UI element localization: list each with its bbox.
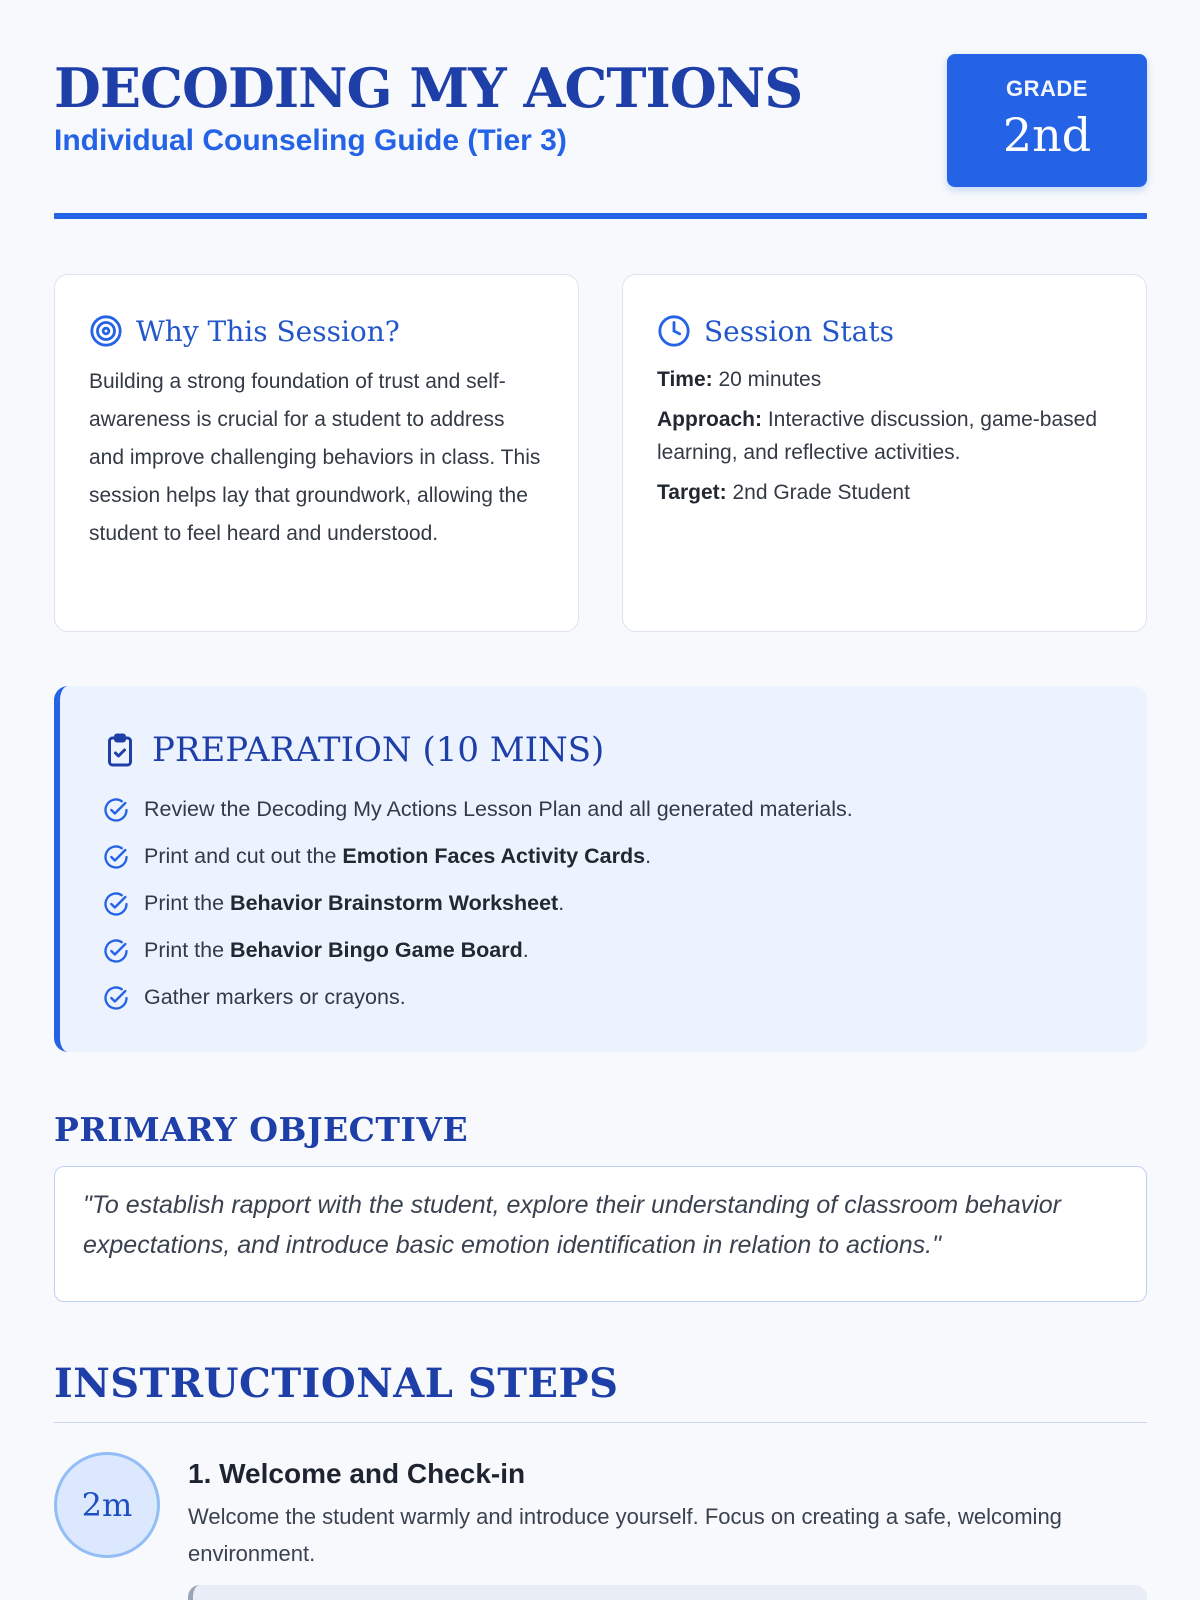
info-cards [54,274,1147,632]
prep-item-text: Review the Decoding My Actions Lesson Plan and all generated materials. [144,797,853,821]
stat-approach-label: Approach: [657,408,762,431]
why-session-title: Why This Session? [136,314,400,348]
check-circle-icon [102,984,130,1012]
header-divider [54,213,1147,219]
prep-item-text: Print and cut out the Emotion Faces Activity Cards. [144,844,652,868]
stat-target-label: Target: [657,481,727,504]
clipboard-check-icon [102,732,138,768]
check-circle-icon [102,843,130,871]
list-item [102,833,1147,880]
header [54,0,1147,220]
grade-badge [947,54,1147,187]
step-detail-box [188,1585,1147,1600]
session-stats-header [657,311,1112,351]
stat-time [657,363,1112,396]
grade-value: 2nd [1002,108,1092,162]
session-stats-card [622,274,1147,632]
lesson-page [54,0,1147,1566]
step-duration-badge: 2m [54,1452,160,1558]
preparation-header [102,728,1147,772]
preparation-panel [54,686,1147,1052]
check-circle-icon [102,890,130,918]
check-circle-icon [102,796,130,824]
stat-target-value: 2nd Grade Student [732,481,910,504]
target-icon [89,314,123,348]
stat-time-label: Time: [657,368,713,391]
why-session-header [89,311,544,351]
step-description: Welcome the student warmly and introduce yourself. Focus on creating a safe, welcoming environment. [188,1504,1062,1566]
preparation-title: PREPARATION (10 MINS) [152,730,605,770]
session-stats-title: Session Stats [704,314,894,348]
list-item [102,880,1147,927]
check-circle-icon [102,937,130,965]
stat-approach [657,403,1112,469]
steps-divider [54,1422,1147,1423]
objective-quote: "To establish rapport with the student, explore their understanding of classroom behavior expectations, and introduce basic emotion identification in relation to actions." [54,1166,1147,1302]
stat-approach-value: Interactive discussion, game-based learning, and reflective activities. [657,408,1098,464]
step-title: 1. Welcome and Check-in [188,1458,526,1489]
prep-item-text: Gather markers or crayons. [144,985,406,1009]
objective-title: PRIMARY OBJECTIVE [54,1110,469,1149]
page-subtitle: Individual Counseling Guide (Tier 3) [54,124,567,157]
why-session-text: Building a strong foundation of trust and self-awareness is crucial for a student to address and improve challenging behaviors in class. This session helps lay that groundwork, allowing the student to feel heard and understood. [89,370,541,545]
list-item [102,974,1147,1021]
grade-label: GRADE [1006,76,1088,101]
list-item [102,786,1147,833]
page-title: DECODING MY ACTIONS [54,56,803,120]
prep-item-text: Print the Behavior Brainstorm Worksheet. [144,891,565,915]
preparation-list [102,786,1147,1021]
clock-icon [657,314,691,348]
stat-target [657,476,1112,509]
why-session-card [54,274,579,632]
stat-time-value: 20 minutes [718,368,822,391]
prep-item-text: Print the Behavior Bingo Game Board. [144,938,529,962]
list-item [102,927,1147,974]
steps-title: INSTRUCTIONAL STEPS [54,1360,619,1407]
